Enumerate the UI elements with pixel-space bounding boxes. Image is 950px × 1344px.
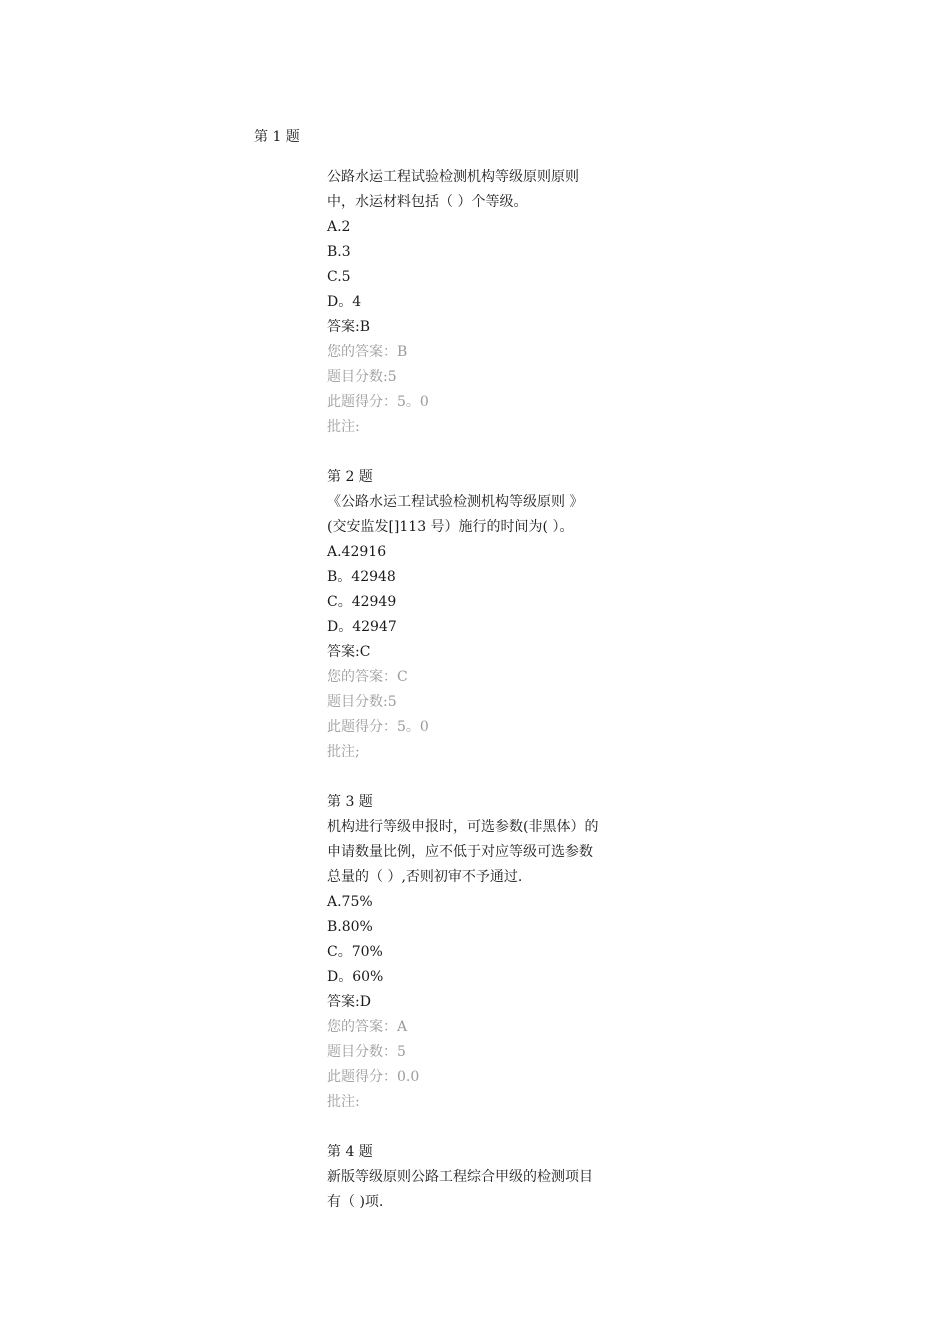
question-3-your-answer: 您的答案：A [327, 1019, 408, 1035]
question-1 [327, 165, 647, 1215]
question-2-answer: 答案:C [327, 644, 371, 660]
question-4-stem-line: 新版等级原则公路工程综合甲级的检测项目 [327, 1169, 593, 1185]
question-1-score: 题目分数:5 [327, 369, 397, 385]
question-1-option-a: A.2 [327, 219, 351, 235]
question-1-got: 此题得分：5。0 [327, 394, 429, 410]
question-1-answer: 答案:B [327, 319, 371, 335]
question-2-note: 批注; [327, 744, 360, 760]
question-3-answer: 答案:D [327, 994, 371, 1010]
question-1-your-answer: 您的答案：B [327, 344, 408, 360]
question-3-option-a: A.75% [327, 894, 373, 910]
question-3-option-b: B.80% [327, 919, 373, 935]
question-2-option-c: C。42949 [327, 594, 397, 610]
question-4-stem-line: 有（ )项. [327, 1194, 384, 1210]
question-1-stem-line: 中，水运材料包括（ ）个等级。 [327, 194, 528, 210]
question-3-stem-line: 申请数量比例，应不低于对应等级可选参数 [327, 844, 593, 860]
question-2-stem-line: (交安监发[]113 号）施行的时间为( ）。 [327, 519, 574, 535]
question-2-title: 第 2 题 [327, 469, 373, 485]
question-2-got: 此题得分：5。0 [327, 719, 429, 735]
question-3-option-d: D。60% [327, 969, 384, 985]
question-2-option-a: A.42916 [327, 544, 387, 560]
question-2-your-answer: 您的答案：C [327, 669, 408, 685]
question-2-stem-line: 《公路水运工程试验检测机构等级原则 》 [327, 494, 584, 510]
question-3-stem-line: 总量的（ ）,否则初审不予通过. [327, 869, 523, 885]
question-3-option-c: C。70% [327, 944, 383, 960]
question-2-option-d: D。42947 [327, 619, 397, 635]
question-3-score: 题目分数：5 [327, 1044, 406, 1060]
question-1-title: 第 1 题 [254, 129, 300, 145]
question-3-note: 批注: [327, 1094, 360, 1110]
question-2-option-b: B。42948 [327, 569, 396, 585]
question-1-option-b: B.3 [327, 244, 351, 260]
question-1-stem-line: 公路水运工程试验检测机构等级原则原则 [327, 169, 579, 185]
question-1-option-c: C.5 [327, 269, 351, 285]
question-4-title: 第 4 题 [327, 1144, 373, 1160]
question-3-title: 第 3 题 [327, 794, 373, 810]
question-1-option-d: D。4 [327, 294, 362, 310]
question-1-note: 批注: [327, 419, 360, 435]
question-3-stem-line: 机构进行等级申报时，可选参数(非黑体）的 [327, 819, 599, 835]
question-3-got: 此题得分：0.0 [327, 1069, 420, 1085]
question-2-score: 题目分数:5 [327, 694, 397, 710]
